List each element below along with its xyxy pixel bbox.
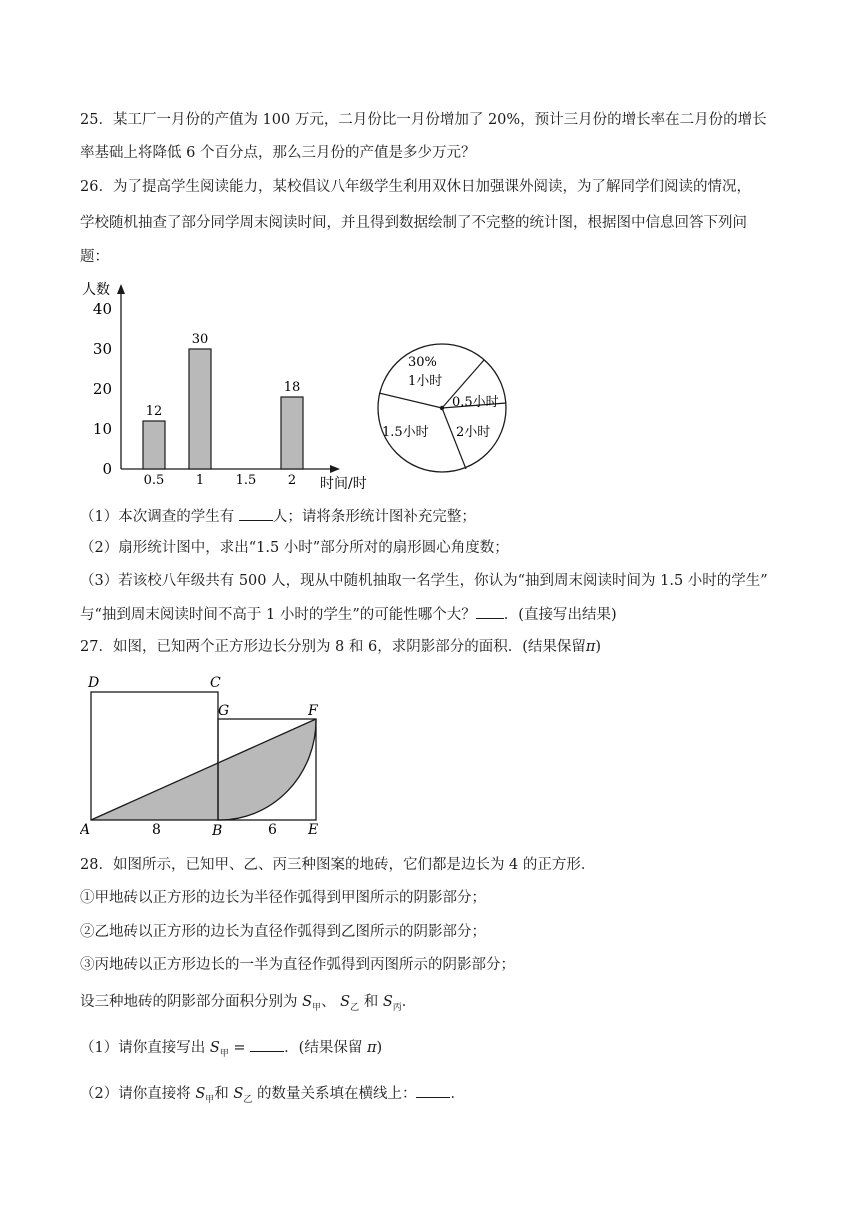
bar-data-label: 12 bbox=[145, 404, 163, 419]
answer-blank-4[interactable] bbox=[416, 1083, 450, 1098]
q28-item1: ①甲地砖以正方形的边长为半径作弧得到甲图所示的阴影部分； bbox=[80, 890, 486, 906]
x-tick-label: 1.5 bbox=[235, 473, 257, 488]
x-tick-label: 1 bbox=[195, 473, 205, 488]
s-symbol: S bbox=[382, 994, 393, 1010]
s-symbol: S bbox=[195, 1086, 206, 1102]
q26-line1: 26．为了提高学生阅读能力，某校倡议八年级学生利用双休日加强课外阅读，为了解同学们阅读的情况， bbox=[80, 179, 751, 195]
sub-bing: 丙 bbox=[392, 1002, 402, 1013]
bar bbox=[143, 421, 165, 469]
q26-sub1-b: 人；请将条形统计图补充完整； bbox=[272, 509, 476, 525]
pie-center-dot bbox=[440, 406, 444, 410]
pie-label-1-5h: 1.5小时 bbox=[382, 425, 429, 440]
y-tick-label: 20 bbox=[92, 380, 112, 398]
q27-close: ) bbox=[595, 639, 602, 655]
q25-line2: 率基础上将降低 6 个百分点，那么三月份的产值是多少万元？ bbox=[80, 145, 476, 161]
pi-symbol: π bbox=[366, 1040, 377, 1056]
q28-p1-c: ) bbox=[376, 1040, 383, 1056]
q28-p2-b: 的数量关系填在横线上： bbox=[252, 1086, 417, 1102]
q28-p2-a: （2）请你直接将 bbox=[80, 1086, 196, 1102]
q28-part2 bbox=[80, 1083, 780, 1110]
answer-blank-3[interactable] bbox=[250, 1037, 284, 1052]
pie-divider-left bbox=[379, 393, 442, 408]
bar bbox=[189, 349, 211, 469]
sub-jia: 甲 bbox=[205, 1094, 215, 1105]
pie-label-percent: 30% bbox=[408, 355, 437, 370]
q28-p1-a: （1）请你直接写出 bbox=[80, 1040, 210, 1056]
q26-sub3-line2 bbox=[80, 604, 780, 625]
q28-sep: 、 bbox=[321, 994, 341, 1010]
y-tick-label: 30 bbox=[92, 340, 112, 358]
pie-label-0-5h: 0.5小时 bbox=[452, 395, 499, 410]
x-axis-arrow bbox=[330, 465, 340, 473]
s-symbol: S bbox=[340, 994, 351, 1010]
label-G: G bbox=[218, 703, 230, 719]
squares-figure bbox=[80, 672, 340, 842]
q28-setup-a: 设三种地砖的阴影部分面积分别为 bbox=[80, 994, 303, 1010]
x-axis-label: 时间/时 bbox=[320, 476, 367, 492]
q28-and: 和 bbox=[359, 994, 383, 1010]
y-axis-label: 人数 bbox=[82, 282, 110, 298]
bar-data-label: 30 bbox=[191, 332, 209, 347]
sub-yi: 乙 bbox=[350, 1002, 360, 1013]
q28-line1: 28．如图所示，已知甲、乙、丙三种图案的地砖，它们都是边长为 4 的正方形． bbox=[80, 857, 596, 873]
answer-blank-2[interactable] bbox=[476, 604, 504, 619]
bar-chart bbox=[80, 278, 380, 496]
q28-p1-b: ．(结果保留 bbox=[284, 1040, 367, 1056]
label-6: 6 bbox=[268, 822, 277, 838]
pie-chart bbox=[370, 335, 515, 480]
q28-item3: ③丙地砖以正方形边长的一半为直径作弧得到丙图所示的阴影部分； bbox=[80, 957, 515, 973]
answer-blank-1[interactable] bbox=[239, 506, 273, 521]
y-tick-label: 0 bbox=[102, 460, 112, 478]
q26-line3: 题： bbox=[80, 249, 109, 265]
y-tick-label: 10 bbox=[92, 420, 112, 438]
sub-yi: 乙 bbox=[243, 1094, 253, 1105]
y-tick-label: 40 bbox=[92, 300, 112, 318]
q26-sub3-line1: （3）若该校八年级共有 500 人，现从中随机抽取一名学生，你认为“抽到周末阅读时间为 1.5 小时的学生” bbox=[80, 573, 768, 589]
shaded-sector-region bbox=[218, 719, 316, 820]
label-B: B bbox=[212, 823, 223, 839]
q28-item2: ②乙地砖以正方形的边长为直径作弧得到乙图所示的阴影部分； bbox=[80, 924, 486, 940]
x-tick-label: 0.5 bbox=[143, 473, 165, 488]
q26-sub3-b: ．(直接写出结果) bbox=[503, 607, 617, 623]
label-F: F bbox=[308, 703, 318, 719]
s-symbol: S bbox=[209, 1040, 220, 1056]
q27-text-main: 27．如图，已知两个正方形边长分别为 8 和 6，求阴影部分的面积．(结果保留 bbox=[80, 639, 586, 655]
pie-label-2h: 2小时 bbox=[456, 425, 491, 440]
q25-line1: 25．某工厂一月份的产值为 100 万元，二月份比一月份增加了 20%，预计三月份的增长率在二月份的增长 bbox=[80, 112, 767, 128]
q26-line2: 学校随机抽查了部分同学周末阅读时间，并且得到数据绘制了不完整的统计图，根据图中信息回答下列问 bbox=[80, 215, 747, 231]
y-axis-arrow bbox=[117, 284, 125, 294]
q26-sub2: （2）扇形统计图中，求出“1.5 小时”部分所对的扇形圆心角度数； bbox=[80, 540, 509, 556]
q26-sub3-a: 与“抽到周末阅读时间不高于 1 小时的学生”的可能性哪个大？ bbox=[80, 607, 476, 623]
s-symbol: S bbox=[302, 994, 313, 1010]
bar bbox=[281, 397, 303, 469]
label-E: E bbox=[308, 822, 319, 838]
bar-data-label: 18 bbox=[283, 380, 301, 395]
label-C: C bbox=[210, 675, 221, 691]
q28-p2-end: ． bbox=[450, 1086, 465, 1102]
q28-p1-eq: = bbox=[228, 1040, 251, 1056]
label-D: D bbox=[88, 675, 100, 691]
pie-label-1h: 1小时 bbox=[408, 374, 443, 389]
q28-end: ． bbox=[401, 994, 417, 1010]
q28-setup bbox=[80, 992, 780, 1018]
label-A: A bbox=[80, 822, 91, 838]
q28-p2-and: 和 bbox=[214, 1086, 234, 1102]
s-symbol: S bbox=[233, 1086, 244, 1102]
sub-jia: 甲 bbox=[312, 1002, 322, 1013]
q28-part1 bbox=[80, 1037, 780, 1064]
sub-jia: 甲 bbox=[219, 1048, 229, 1059]
q26-sub1 bbox=[80, 506, 780, 527]
q27-text bbox=[80, 637, 780, 657]
label-8: 8 bbox=[152, 822, 161, 838]
q26-sub1-a: （1）本次调查的学生有 bbox=[80, 509, 239, 525]
x-tick-label: 2 bbox=[287, 473, 297, 488]
pi-symbol: π bbox=[585, 639, 596, 655]
